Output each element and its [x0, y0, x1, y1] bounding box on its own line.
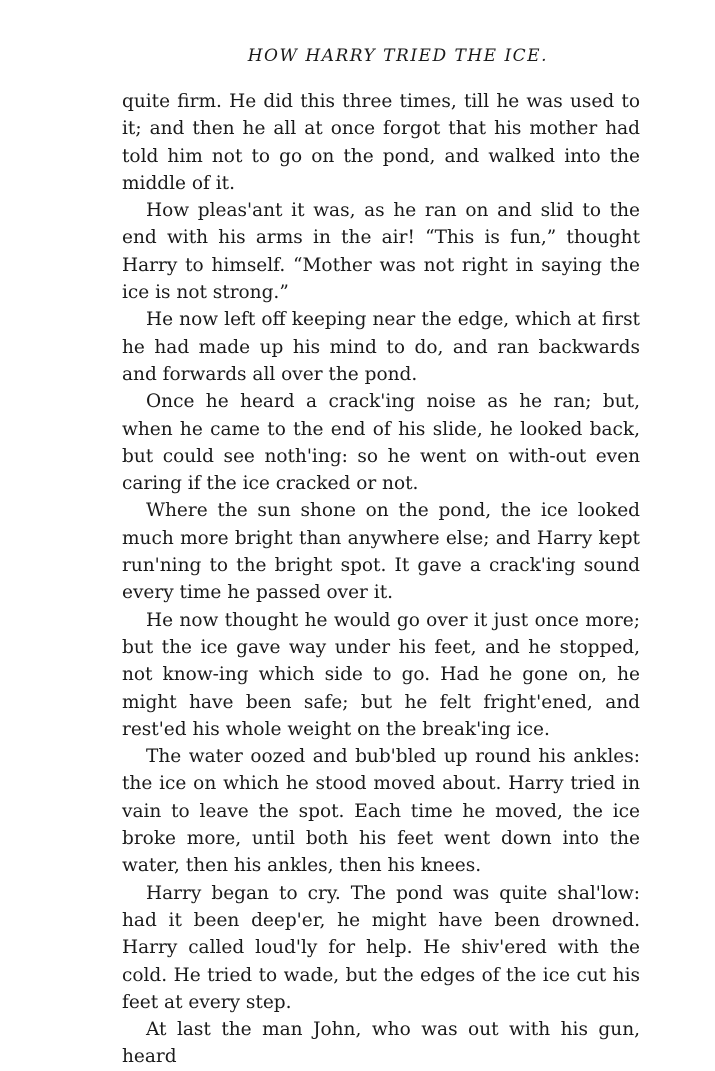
paragraph-6: He now thought he would go over it just once more; but the ice gave way under his feet, and he stopped, not know-ing which side to go. Had he gone on, he might have been safe; but he felt fright'ened, and rest'ed his whole weight on the break'ing ice. [122, 609, 640, 740]
paragraph-7: The water oozed and bub'bled up round his ankles: the ice on which he stood moved about. Harry tried in vain to leave the spot. Each time he moved, the ice broke more, until both his feet went down into the water, then his ankles, then his knees. [122, 746, 640, 877]
paragraph-4: Once he heard a crack'ing noise as he ran; but, when he came to the end of his slide, he looked back, but could see noth'ing: so he went on with-out even caring if the ice cracked or not. [122, 391, 640, 495]
paragraph-1: quite firm. He did this three times, till he was used to it; and then he all at once forgot that his mother had told him not to go on the pond, and walked into the middle of it. [122, 91, 640, 194]
paragraph-3: He now left off keeping near the edge, which at first he had made up his mind to do, and ran backwards and forwards all over the pond. [122, 309, 640, 385]
paragraph-5: Where the sun shone on the pond, the ice looked much more bright than anywhere else; and Harry kept run'ning to the bright spot. It gave a crack'ing sound every time he passed over it. [122, 500, 640, 604]
paragraph-8: Harry began to cry. The pond was quite shal'low: had it been deep'er, he might have been drowned. Harry called loud'ly for help. He shiv'ered with the cold. He tried to wade, but the edges of the ice cut his feet at every step. [122, 882, 640, 1013]
running-head: HOW HARRY TRIED THE ICE. [247, 46, 548, 66]
paragraph-9: At last the man John, who was out with his gun, heard [122, 1019, 640, 1068]
paragraph-2: How pleas'ant it was, as he ran on and slid to the end with his arms in the air! “This is fun,” thought Harry to himself. “Mother was not right in saying the ice is not strong.” [122, 200, 640, 304]
body-text [122, 88, 640, 1071]
